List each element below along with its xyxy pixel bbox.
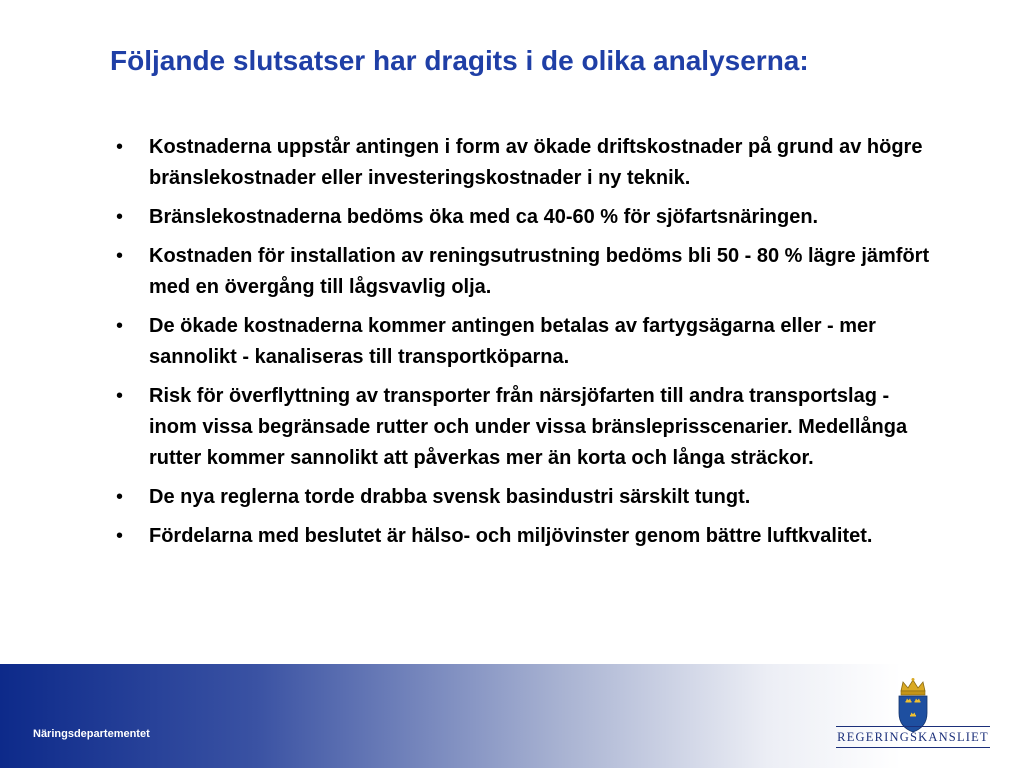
- department-name: Näringsdepartementet: [33, 728, 150, 740]
- bullet-marker: •: [116, 385, 124, 407]
- bullet-text: Kostnaderna uppstår antingen i form av ökade driftskostnader på grund av högre bränslekostnader eller investeringskostnader i ny teknik.: [149, 136, 923, 189]
- logo-bottom-rule: [836, 747, 990, 748]
- bullet-marker: •: [116, 206, 124, 228]
- logo-top-rule: [836, 726, 990, 727]
- bullet-item: [110, 241, 940, 303]
- bullet-marker: •: [116, 525, 124, 547]
- bullet-item: [110, 311, 940, 373]
- bullet-marker: •: [116, 486, 124, 508]
- bullet-item: [110, 132, 940, 194]
- bullet-marker: •: [116, 245, 124, 267]
- bullet-text: Kostnaden för installation av reningsutrustning bedöms bli 50 - 80 % lägre jämfört med en övergång till lågsvavlig olja.: [149, 245, 930, 298]
- footer-gradient-band: [0, 664, 1024, 768]
- bullet-text: De ökade kostnaderna kommer antingen betalas av fartygsägarna eller - mer sannolikt - kanaliseras till transportköparna.: [149, 315, 876, 368]
- bullet-text: De nya reglerna torde drabba svensk basindustri särskilt tungt.: [149, 486, 751, 508]
- bullet-text: Bränslekostnaderna bedöms öka med ca 40-60 % för sjöfartsnäringen.: [149, 206, 819, 228]
- bullet-list: [110, 132, 940, 560]
- bullet-text: Risk för överflyttning av transporter från närsjöfarten till andra transportslag - inom vissa begränsade rutter och under vissa bränsleprisscenarier. Medellånga rutter kommer sannolikt att påverkas mer än korta och långa sträckor.: [149, 385, 908, 469]
- regeringskansliet-logo-text: REGERINGSKANSLIET: [837, 730, 989, 744]
- swedish-coat-of-arms-icon: [885, 677, 941, 733]
- slide-title: Följande slutsatser har dragits i de olika analyserna:: [110, 45, 809, 76]
- bullet-item: [110, 202, 940, 233]
- bullet-text: Fördelarna med beslutet är hälso- och miljövinster genom bättre luftkvalitet.: [149, 525, 873, 547]
- bullet-item: [110, 482, 940, 513]
- bullet-marker: •: [116, 315, 124, 337]
- bullet-item: [110, 521, 940, 552]
- bullet-item: [110, 381, 940, 474]
- bullet-marker: •: [116, 136, 124, 158]
